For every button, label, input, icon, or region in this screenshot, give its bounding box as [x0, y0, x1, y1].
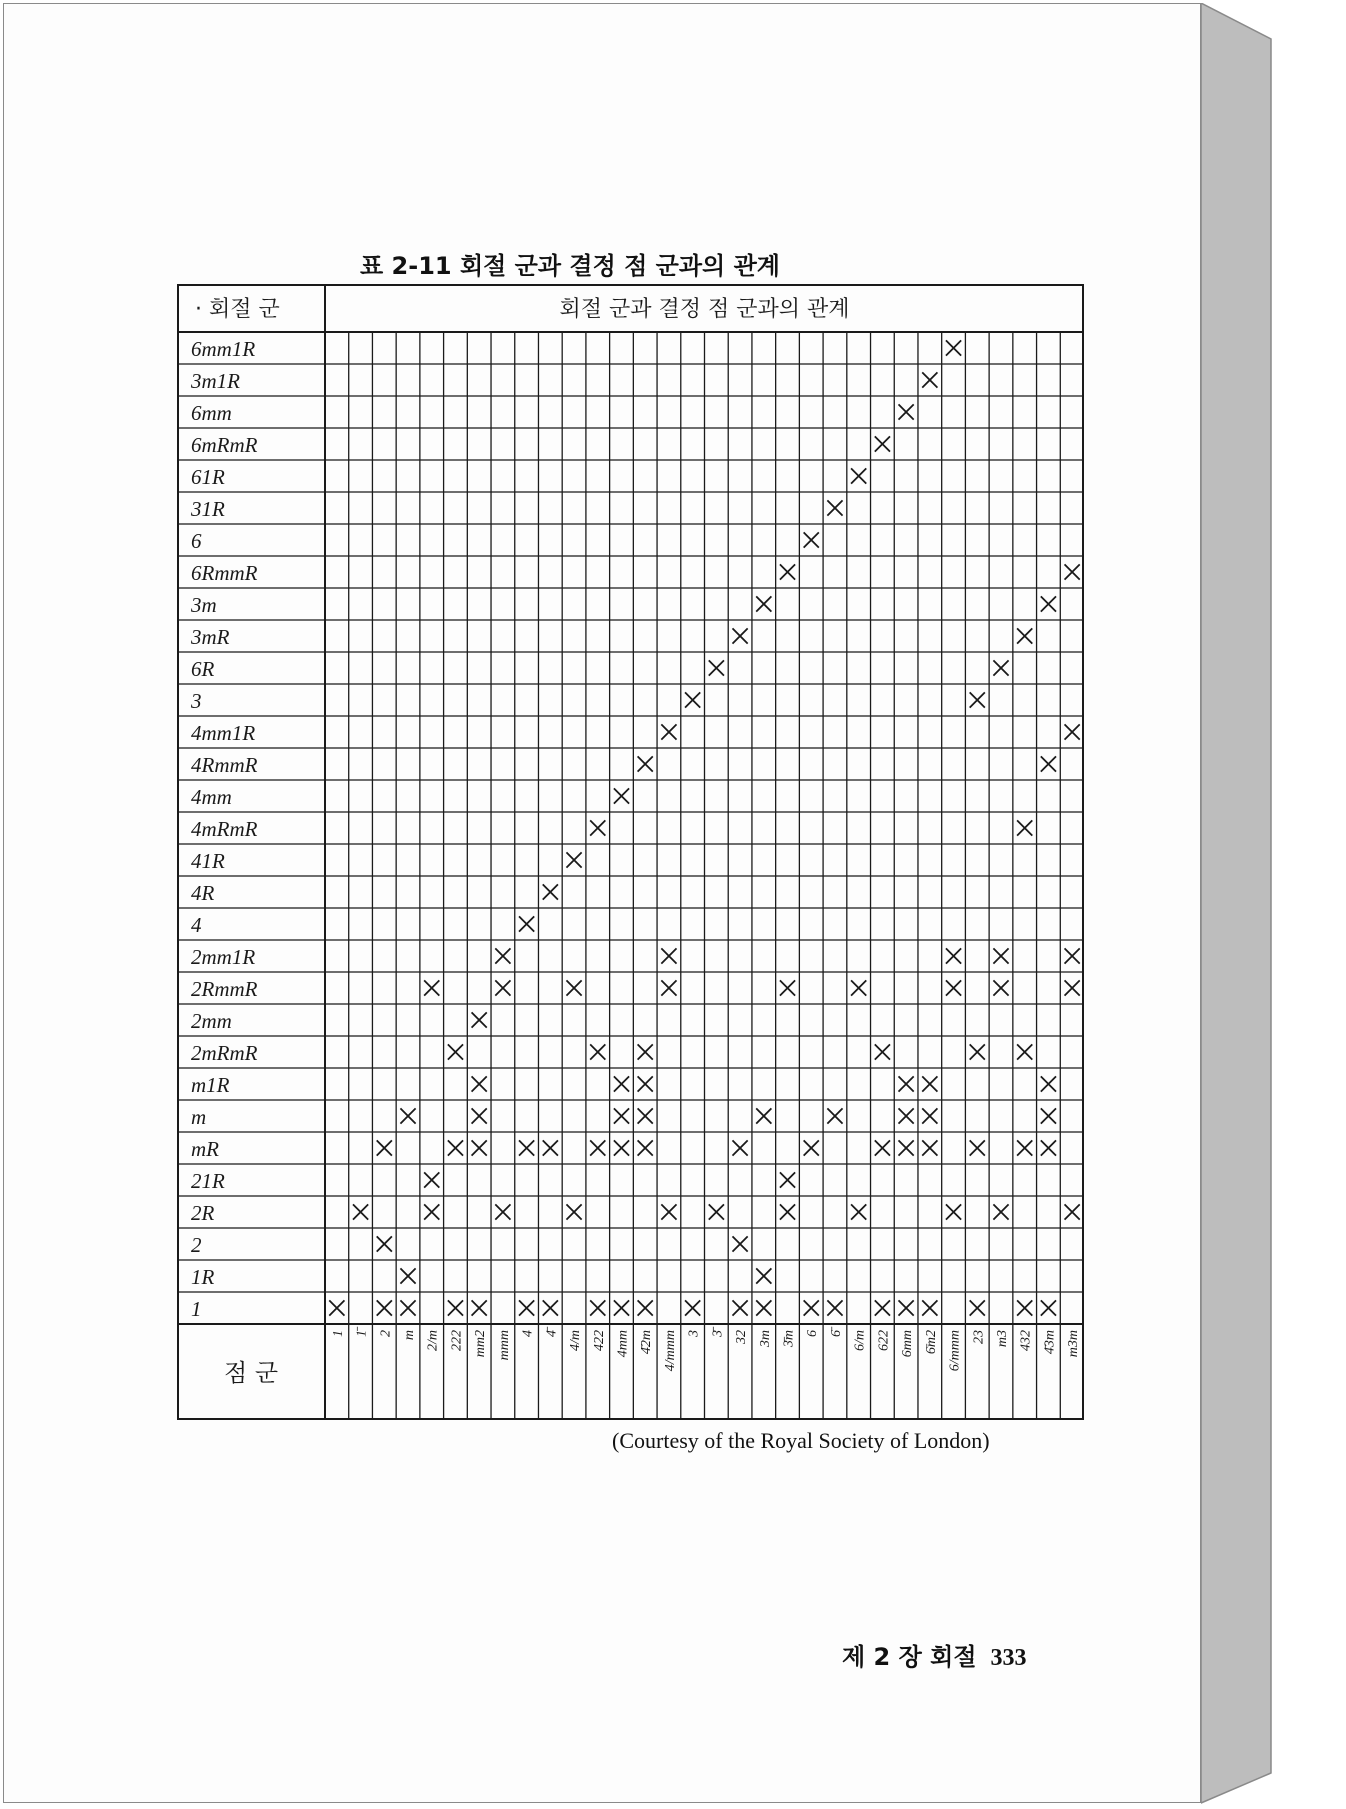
- courtesy-note: (Courtesy of the Royal Society of London): [612, 1428, 990, 1453]
- table-frame: [178, 285, 1083, 1419]
- cross-mark: [780, 1204, 795, 1219]
- cross-mark: [1065, 980, 1080, 995]
- cross-mark: [1041, 596, 1056, 611]
- cross-mark: [709, 1204, 724, 1219]
- cross-mark: [614, 788, 629, 803]
- row-label: 21R: [191, 1169, 225, 1193]
- row-label: 41R: [191, 849, 225, 873]
- cross-mark: [472, 1140, 487, 1155]
- page-footer: [842, 1637, 1027, 1672]
- column-label: 6: [805, 1330, 821, 1337]
- cross-mark: [1065, 948, 1080, 963]
- cross-mark: [424, 980, 439, 995]
- page-edge-shape: [1201, 3, 1346, 1809]
- cross-mark: [922, 1140, 937, 1155]
- row-label: 4: [191, 913, 202, 937]
- row-label: 2mm1R: [191, 945, 256, 969]
- column-label: 3̄: [710, 1330, 726, 1337]
- row-label: 3mR: [191, 625, 230, 649]
- row-label: 4mRmR: [191, 817, 258, 841]
- diffraction-group-table: [177, 284, 1084, 1420]
- cross-mark: [400, 1300, 415, 1315]
- cross-mark: [472, 1108, 487, 1123]
- column-label: 2/m: [425, 1330, 441, 1351]
- column-label: 432: [1018, 1330, 1034, 1351]
- column-label: 6mm: [900, 1330, 916, 1358]
- cross-mark: [756, 1300, 771, 1315]
- cross-mark: [875, 1044, 890, 1059]
- cross-mark: [899, 1108, 914, 1123]
- column-label: 222: [449, 1330, 465, 1351]
- cross-mark: [424, 1172, 439, 1187]
- cross-mark: [472, 1300, 487, 1315]
- cross-mark: [804, 532, 819, 547]
- row-label: 6R: [191, 657, 215, 681]
- column-label: 422: [591, 1330, 607, 1351]
- cross-mark: [970, 1140, 985, 1155]
- column-label: 4mm: [615, 1330, 631, 1358]
- cross-mark: [804, 1140, 819, 1155]
- cross-mark: [566, 980, 581, 995]
- cross-mark: [638, 1140, 653, 1155]
- column-label: 3m: [757, 1330, 773, 1348]
- cross-mark: [377, 1300, 392, 1315]
- cross-mark: [661, 1204, 676, 1219]
- row-label: 4RmmR: [191, 753, 258, 777]
- column-label: 32: [734, 1330, 750, 1344]
- cross-mark: [566, 852, 581, 867]
- cross-mark: [780, 1172, 795, 1187]
- cross-mark: [946, 1204, 961, 1219]
- cross-mark: [1041, 1076, 1056, 1091]
- cross-mark: [661, 724, 676, 739]
- cross-mark: [638, 756, 653, 771]
- cross-mark: [472, 1012, 487, 1027]
- cross-mark: [993, 980, 1008, 995]
- cross-mark: [732, 628, 747, 643]
- cross-mark: [685, 1300, 700, 1315]
- cross-mark: [519, 1140, 534, 1155]
- header-left-label: · 회절 군: [195, 297, 280, 322]
- cross-mark: [590, 1300, 605, 1315]
- cross-mark: [970, 1044, 985, 1059]
- row-label: 6mm: [191, 401, 232, 425]
- row-label: 2RmmR: [191, 977, 258, 1001]
- cross-mark: [329, 1300, 344, 1315]
- cross-mark: [827, 1108, 842, 1123]
- row-label: 4R: [191, 881, 215, 905]
- cross-mark: [1065, 564, 1080, 579]
- cross-mark: [993, 1204, 1008, 1219]
- column-label: 6̄m2: [923, 1330, 939, 1355]
- row-label: 4mm1R: [191, 721, 256, 745]
- cross-mark: [756, 596, 771, 611]
- column-label: mm2: [473, 1330, 489, 1358]
- cross-mark: [851, 468, 866, 483]
- cross-mark: [661, 980, 676, 995]
- cross-mark: [922, 1300, 937, 1315]
- cross-mark: [875, 1300, 890, 1315]
- cross-mark: [899, 1076, 914, 1091]
- cross-mark: [946, 980, 961, 995]
- cross-mark: [946, 340, 961, 355]
- cross-mark: [1017, 820, 1032, 835]
- cross-mark: [780, 980, 795, 995]
- row-label: 1: [191, 1297, 202, 1321]
- cross-mark: [827, 500, 842, 515]
- cross-mark: [732, 1140, 747, 1155]
- cross-mark: [1041, 756, 1056, 771]
- cross-mark: [899, 1140, 914, 1155]
- table-grid: [177, 284, 1084, 1420]
- cross-mark: [543, 1300, 558, 1315]
- row-label: 6mRmR: [191, 433, 258, 457]
- row-label: 61R: [191, 465, 225, 489]
- row-label: 2mRmR: [191, 1041, 258, 1065]
- cross-mark: [661, 948, 676, 963]
- column-label: m3: [994, 1330, 1010, 1348]
- cross-mark: [709, 660, 724, 675]
- cross-mark: [519, 1300, 534, 1315]
- cross-mark: [472, 1076, 487, 1091]
- column-label: 23: [971, 1330, 987, 1344]
- cross-mark: [732, 1300, 747, 1315]
- point-group-label: 점 군: [224, 1359, 278, 1387]
- row-label: m: [191, 1105, 207, 1129]
- page-number: 333: [990, 1645, 1027, 1671]
- cross-mark: [614, 1140, 629, 1155]
- cross-mark: [543, 884, 558, 899]
- column-label: m3m: [1066, 1330, 1082, 1358]
- cross-mark: [1017, 1044, 1032, 1059]
- cross-mark: [1041, 1300, 1056, 1315]
- cross-mark: [970, 1300, 985, 1315]
- cross-mark: [899, 404, 914, 419]
- cross-mark: [377, 1140, 392, 1155]
- column-label: mmm: [496, 1330, 512, 1361]
- row-label: 31R: [191, 497, 225, 521]
- cross-mark: [424, 1204, 439, 1219]
- cross-mark: [780, 564, 795, 579]
- cross-mark: [756, 1108, 771, 1123]
- cross-mark: [638, 1300, 653, 1315]
- row-label: 6: [191, 529, 202, 553]
- column-label: 1: [330, 1330, 346, 1337]
- column-label: 4/m: [568, 1330, 584, 1351]
- cross-mark: [590, 820, 605, 835]
- cross-mark: [1065, 724, 1080, 739]
- cross-mark: [1017, 1140, 1032, 1155]
- cross-mark: [495, 980, 510, 995]
- cross-mark: [448, 1140, 463, 1155]
- column-label: m: [402, 1330, 418, 1341]
- column-label: 4: [520, 1330, 536, 1337]
- cross-mark: [400, 1268, 415, 1283]
- cross-mark: [851, 1204, 866, 1219]
- column-label: 4̄: [544, 1330, 560, 1337]
- column-label: 2: [378, 1330, 394, 1337]
- cross-mark: [519, 916, 534, 931]
- column-label: 4̄3m: [1042, 1330, 1058, 1355]
- cross-mark: [804, 1300, 819, 1315]
- row-label: 2: [191, 1233, 202, 1257]
- cross-mark: [566, 1204, 581, 1219]
- column-label: 6̄: [828, 1330, 844, 1337]
- row-label: 3m1R: [191, 369, 240, 393]
- cross-mark: [875, 436, 890, 451]
- row-label: 6mm1R: [191, 337, 256, 361]
- cross-mark: [851, 980, 866, 995]
- cross-mark: [756, 1268, 771, 1283]
- cross-mark: [1017, 1300, 1032, 1315]
- cross-mark: [827, 1300, 842, 1315]
- cross-mark: [922, 1076, 937, 1091]
- row-label: 3m: [191, 593, 217, 617]
- cross-mark: [543, 1140, 558, 1155]
- cross-mark: [685, 692, 700, 707]
- cross-mark: [993, 948, 1008, 963]
- cross-mark: [922, 1108, 937, 1123]
- row-label: mR: [191, 1137, 219, 1161]
- column-label: 4̄2m: [639, 1330, 655, 1355]
- row-label: 2mm: [191, 1009, 232, 1033]
- cross-mark: [946, 948, 961, 963]
- cross-mark: [1041, 1140, 1056, 1155]
- cross-mark: [899, 1300, 914, 1315]
- row-label: 2R: [191, 1201, 215, 1225]
- column-label: 1̄: [354, 1330, 370, 1337]
- cross-mark: [353, 1204, 368, 1219]
- cross-mark: [638, 1044, 653, 1059]
- cross-mark: [590, 1140, 605, 1155]
- row-label: m1R: [191, 1073, 230, 1097]
- row-label: 6RmmR: [191, 561, 258, 585]
- cross-mark: [614, 1108, 629, 1123]
- table-caption: 표 2-11 회절 군과 결정 점 군과의 관계: [360, 252, 780, 280]
- cross-mark: [448, 1044, 463, 1059]
- chapter-label: 제 2 장 회절: [842, 1643, 977, 1671]
- column-label: 622: [876, 1330, 892, 1351]
- column-label: 3̄m: [781, 1330, 797, 1348]
- cross-mark: [400, 1108, 415, 1123]
- row-label: 4mm: [191, 785, 232, 809]
- cross-mark: [638, 1108, 653, 1123]
- row-label: 1R: [191, 1265, 215, 1289]
- column-label: 4/mmm: [662, 1330, 678, 1372]
- cross-mark: [495, 948, 510, 963]
- cross-mark: [377, 1236, 392, 1251]
- cross-mark: [1065, 1204, 1080, 1219]
- cross-mark: [638, 1076, 653, 1091]
- cross-mark: [1041, 1108, 1056, 1123]
- cross-mark: [922, 372, 937, 387]
- cross-mark: [993, 660, 1008, 675]
- cross-mark: [970, 692, 985, 707]
- column-label: 6/mmm: [947, 1330, 963, 1372]
- cross-mark: [732, 1236, 747, 1251]
- column-label: 3: [686, 1330, 702, 1337]
- cross-mark: [590, 1044, 605, 1059]
- cross-mark: [614, 1300, 629, 1315]
- cross-mark: [875, 1140, 890, 1155]
- cross-mark: [448, 1300, 463, 1315]
- cross-mark: [495, 1204, 510, 1219]
- row-label: 3: [191, 689, 202, 713]
- header-right-label: 회절 군과 결정 점 군과의 관계: [559, 297, 850, 322]
- cross-mark: [614, 1076, 629, 1091]
- column-label: 6/m: [852, 1330, 868, 1351]
- cross-mark: [1017, 628, 1032, 643]
